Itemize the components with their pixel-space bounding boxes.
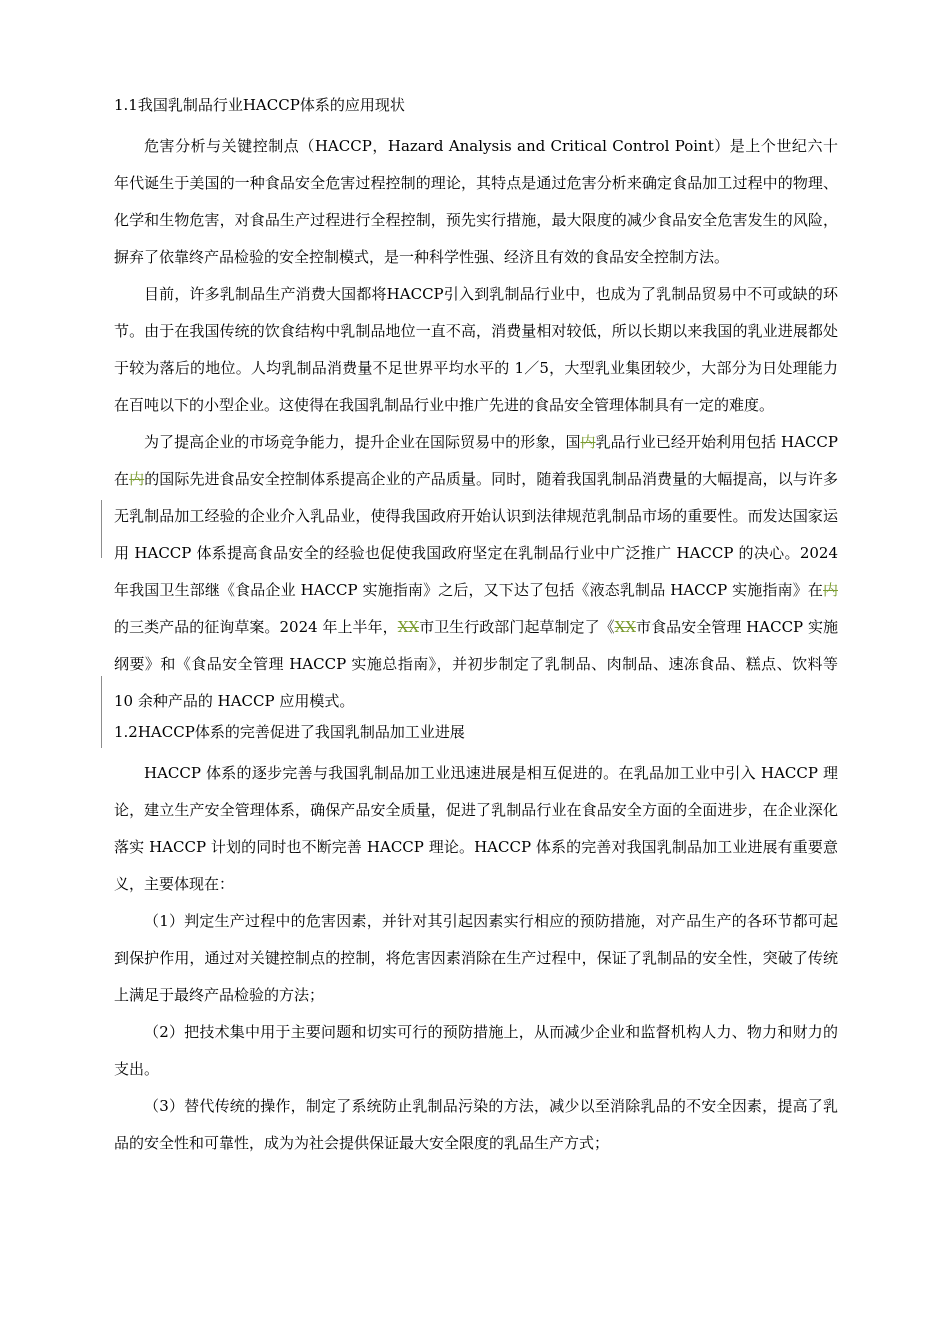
section-heading-1-2: 1.2HACCP体系的完善促进了我国乳制品加工业进展 <box>114 723 465 741</box>
text-run: 市食品安全管理 HACCP 实施纲要》和《食品安全管理 HACCP 实施总指南》，并初步制定了乳制品、肉制品、速冻食品、糕点、饮料等 10 余种产品的 HACCP 应用模式。 <box>114 618 838 710</box>
section-heading-1-1: 1.1我国乳制品行业HACCP体系的应用现状 <box>114 96 405 114</box>
document-page <box>114 95 838 1162</box>
text-run: 市卫生行政部门起草制定了《 <box>419 618 615 636</box>
tracked-deletion: 内 <box>129 470 145 488</box>
revision-bar <box>101 676 102 748</box>
text-run: 的国际先进食品安全控制体系提高企业的产品质量。同时，随着我国乳制品消费量的大幅提高，以与许多无乳制品加工经验的企业介入乳品业，使得我国政府开始认识到法律规范乳制品市场的重要性。而发达国家运用 HACCP 体系提高食品安全的经验也促使我国政府坚定在乳制品行业中广泛推广 HACCP 的决心。2024 年我国卫生部继《食品企业 HACCP 实施指南》之后，又下达了包括《液态乳制品 HACCP 实施指南》在 <box>114 470 838 599</box>
tracked-deletion: XX <box>397 618 420 636</box>
list-item-2: （2）把技术集中用于主要问题和切实可行的预防措施上，从而减少企业和监督机构人力、物力和财力的支出。 <box>114 1023 838 1078</box>
text-run: 的三类产品的征询草案。2024 年上半年， <box>114 618 398 636</box>
text-run: 为了提高企业的市场竞争能力，提升企业在国际贸易中的形象，国 <box>144 433 581 451</box>
list-item-3: （3）替代传统的操作，制定了系统防止乳制品污染的方法，减少以至消除乳品的不安全因素，提高了乳品的安全性和可靠性，成为为社会提供保证最大安全限度的乳品生产方式； <box>114 1097 838 1152</box>
list-item-1: （1）判定生产过程中的危害因素，并针对其引起因素实行相应的预防措施，对产品生产的各环节都可起到保护作用，通过对关键控制点的控制，将危害因素消除在生产过程中，保证了乳制品的安全性，突破了传统上满足于最终产品检验的方法； <box>114 912 838 1004</box>
text-run: 乳品行业已经开始利用包括 HACCP 在 <box>114 433 838 488</box>
paragraph-mutual-promotion: HACCP 体系的逐步完善与我国乳制品加工业迅速进展是相互促进的。在乳品加工业中引入 HACCP 理论，建立生产安全管理体系，确保产品安全质量，促进了乳制品行业在食品安全方面的全面进步，在企业深化落实 HACCP 计划的同时也不断完善 HACCP 理论。HACCP 体系的完善对我国乳制品加工业进展有重要意义，主要体现在： <box>114 764 838 893</box>
revision-bar <box>101 500 102 558</box>
paragraph-promotion <box>114 424 838 720</box>
paragraph-current-status: 目前，许多乳制品生产消费大国都将HACCP引入到乳制品行业中，也成为了乳制品贸易中不可或缺的环节。由于在我国传统的饮食结构中乳制品地位一直不高，消费量相对较低，所以长期以来我国的乳业进展都处于较为落后的地位。人均乳制品消费量不足世界平均水平的 1／5，大型乳业集团较少，大部分为日处理能力在百吨以下的小型企业。这使得在我国乳制品行业中推广先进的食品安全管理体制具有一定的难度。 <box>114 285 838 414</box>
paragraph-haccp-definition: 危害分析与关键控制点（HACCP，Hazard Analysis and Critical Control Point）是上个世纪六十年代诞生于美国的一种食品安全危害过程控制的理论，其特点是通过危害分析来确定食品加工过程中的物理、化学和生物危害，对食品生产过程进行全程控制，预先实行措施，最大限度的减少食品安全危害发生的风险，摒弃了依靠终产品检验的安全控制模式，是一种科学性强、经济且有效的食品安全控制方法。 <box>114 137 838 266</box>
tracked-deletion: XX <box>614 618 637 636</box>
tracked-deletion: 内 <box>822 581 838 599</box>
tracked-deletion: 内 <box>580 433 596 451</box>
